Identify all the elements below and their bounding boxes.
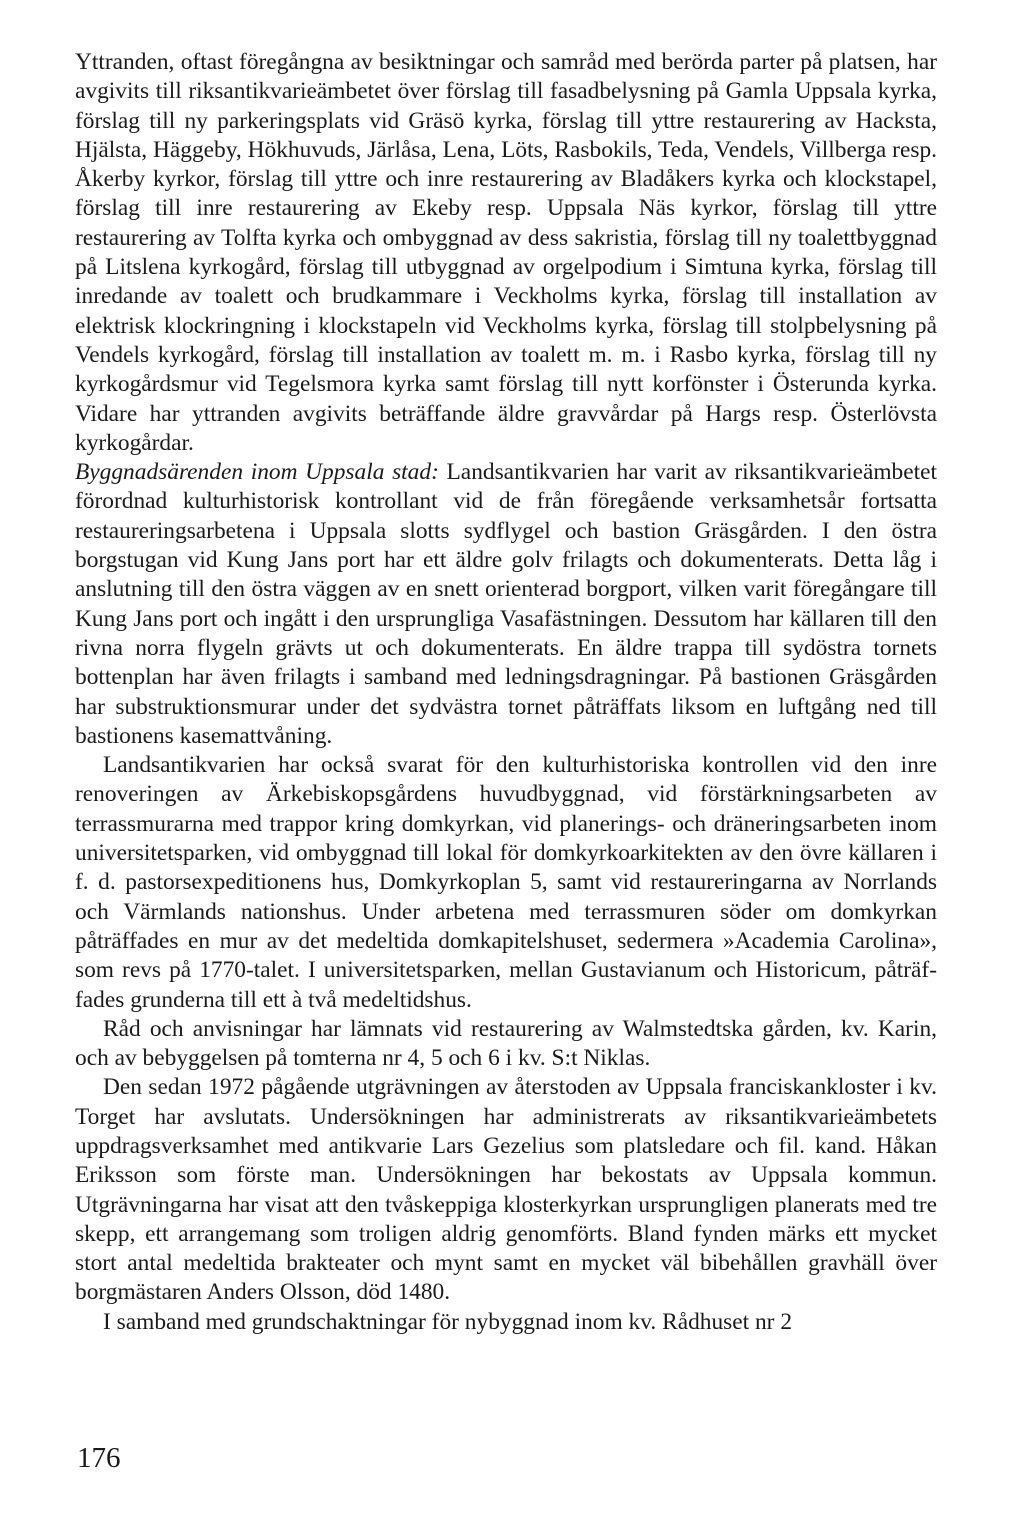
paragraph-text: Råd och anvisningar har lämnats vid restaurering av Walmstedtska gården, kv. Karin, och av bebyggelsen på tomterna nr 4, 5 och 6 i kv. S:t Niklas. <box>75 1015 937 1072</box>
paragraph-text: I samband med grundschaktningar för nybyggnad inom kv. Rådhuset nr 2 <box>103 1308 793 1335</box>
document-page <box>75 48 937 1337</box>
paragraph-lead: Byggnadsärenden inom Uppsala stad: <box>75 459 439 486</box>
paragraph-excavation <box>75 1073 937 1307</box>
paragraph-text: Yttranden, oftast föregångna av besiktningar och samråd med berörda parter på platsen, har avgivits till riksantikvarieämbetet över förslag till fasadbelysning på Gamla Uppsala kyrka, förslag till ny parkeringsplats vid Gräsö kyrka, förslag till yttre restaurering av Hacksta, Hjälsta, Häggeby, Hökhuvuds, Järlåsa, Lena, Löts, Rasbokils, Teda, Vendels, Villberga resp. Åkerby kyrkor, förslag till yttre och inre restaurering av Bladåkers kyrka och klockstapel, förslag till inre restaurering av Ekeby resp. Uppsala Näs kyrkor, förslag till yttre restaurering av Tolfta kyrka och ombyggnad av dess sakristia, förslag till ny toalettbyggnad på Litslena kyrkogård, förslag till utbyggnad av orgelpodium i Simtuna kyrka, förslag till inredande av toalett och brudkammare i Veckholms kyrka, förslag till installation av elektrisk klockringning i klockstapeln vid Veckholms kyrka, förslag till stolpbelysning på Vendels kyrkogård, förslag till installation av toalett m. m. i Rasbo kyrka, förslag till ny kyrkogårdsmur vid Tegelsmora kyrka samt förslag till nytt korfönster i Österunda kyrka. Vidare har yttranden avgivits beträffande äldre gravvårdar på Hargs resp. Österlövsta kyrkogårdar. <box>75 49 937 456</box>
paragraph-advice <box>75 1015 937 1074</box>
paragraph-text: Den sedan 1972 pågående utgrävningen av återstoden av Uppsala franciskankloster i kv. Torget har avslutats. Undersökningen har administrerats av riksantikvarieämbetets uppdragsverksamhet med antikvarie Lars Gezelius som platsledare och fil. kand. Håkan Eriksson som förste man. Undersökningen har bekostats av Uppsala kommun. Utgrävningarna har visat att den tvåskeppiga klosterkyrkan ursprungligen planerats med tre skepp, ett arrangemang som troligen aldrig genomförts. Bland fynden märks ett mycket stort antal medeltida brakteater och mynt samt en mycket väl bibehållen gravhäll över borgmästaren Anders Olsson, död 1480. <box>75 1074 937 1306</box>
paragraph-building-matters <box>75 458 937 751</box>
paragraph-text: Landsantikvarien har varit av riksantikvarieämbetet förordnad kulturhistorisk kontrollant vid de från föregående verksamhetsår fortsatta restaureringsarbetena i Uppsala slotts sydflygel och bastion Gräsgården. I den östra borgstugan vid Kung Jans port har ett äldre golv frilagts och dokumenterats. Detta låg i anslutning till den östra väggen av en snett orienterad borgport, vilken varit föregångare till Kung Jans port och ingått i den ursprungliga Vasafästningen. Dessutom har källaren till den rivna norra flygeln grävts ut och dokumenterats. En äldre trappa till sydöstra tornets bottenplan har även frilagts i samband med ledningsdragningar. På bastionen Gräsgården har substruktionsmurar under det sydvästra tornet påträffats liksom en luftgång ned till bastionens kasemattvåning. <box>75 459 937 749</box>
paragraph-statements <box>75 48 937 458</box>
paragraph-cultural-control <box>75 751 937 1015</box>
paragraph-text: Landsantikvarien har också svarat för den kulturhistoriska kontrollen vid den inre renoveringen av Ärkebiskopsgårdens huvudbyggnad, vid förstärkningsarbeten av terrassmurarna med trappor kring domkyrkan, vid planerings- och dräneringsarbeten inom universitetsparken, vid ombyggnad till lokal för domkyrkoarkitekten av den övre källaren i f. d. pastorsexpeditionens hus, Domkyrkoplan 5, samt vid restaureringarna av Norrlands och Värmlands nationshus. Under arbetena med terrassmuren söder om domkyrkan påträffades en mur av det medeltida domkapitelshuset, sedermera »Academia Carolina», som revs på 1770-talet. I universitetsparken, mellan Gustavianum och Historicum, påträffades grunderna till ett à två medeltidshus. <box>75 752 937 1013</box>
page-number: 176 <box>77 1442 121 1474</box>
paragraph-foundation <box>75 1308 937 1337</box>
